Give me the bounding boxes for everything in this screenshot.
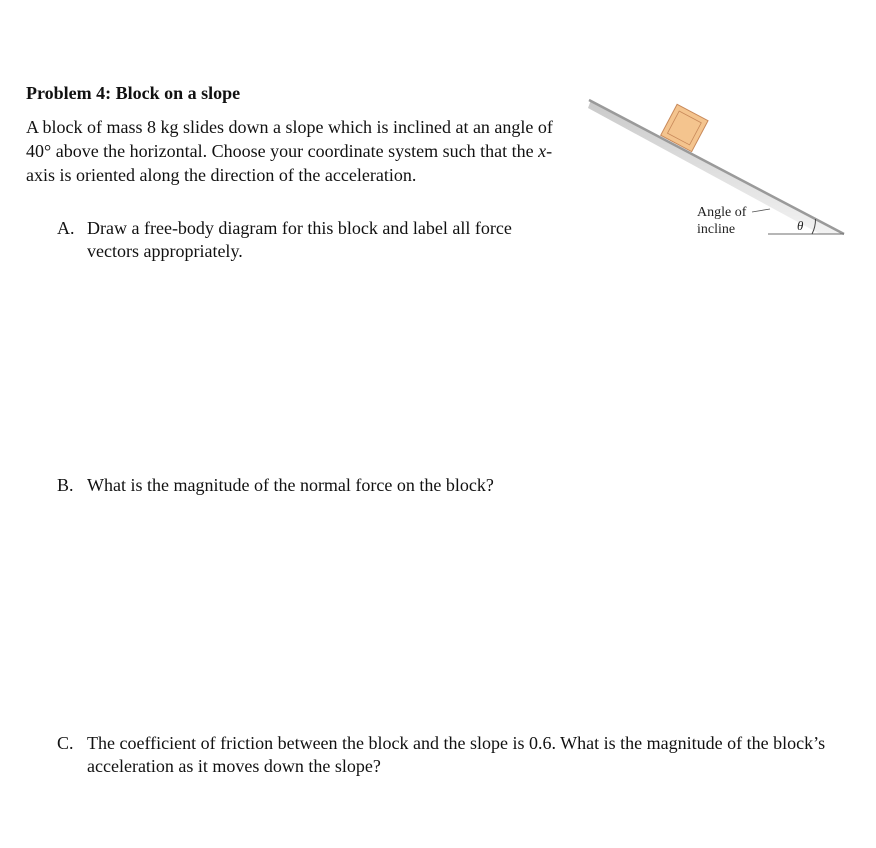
x-axis-variable: x — [538, 141, 547, 161]
question-c-letter: C. — [57, 733, 74, 753]
question-c-text: The coefficient of friction between the block and the slope is 0.6. What is the magnitude of the block’s acceleration as it moves down the slope? — [87, 733, 826, 776]
question-b — [57, 474, 577, 497]
question-b-letter: B. — [57, 475, 74, 495]
angle-of-incline-label-line2: incline — [697, 222, 736, 237]
incline-figure — [580, 88, 850, 248]
problem-statement-part2: -axis is oriented along the direction of the acceleration. — [26, 141, 553, 185]
question-b-text: What is the magnitude of the normal force on the block? — [87, 475, 494, 495]
angle-of-incline-label-line1: Angle of — [697, 205, 747, 220]
angle-label-leader — [752, 209, 770, 212]
problem-statement-part1: A block of mass 8 kg slides down a slope which is inclined at an angle of 40° above the horizontal. Choose your coordinate system such that the — [26, 117, 553, 161]
question-c — [57, 732, 847, 778]
theta-label: θ — [797, 218, 804, 233]
question-a-text: Draw a free-body diagram for this block and label all force vectors appropriately. — [87, 218, 512, 261]
question-a — [57, 217, 537, 263]
problem-statement — [26, 115, 566, 187]
question-a-letter: A. — [57, 218, 75, 238]
problem-title: Problem 4: Block on a slope — [26, 83, 241, 103]
